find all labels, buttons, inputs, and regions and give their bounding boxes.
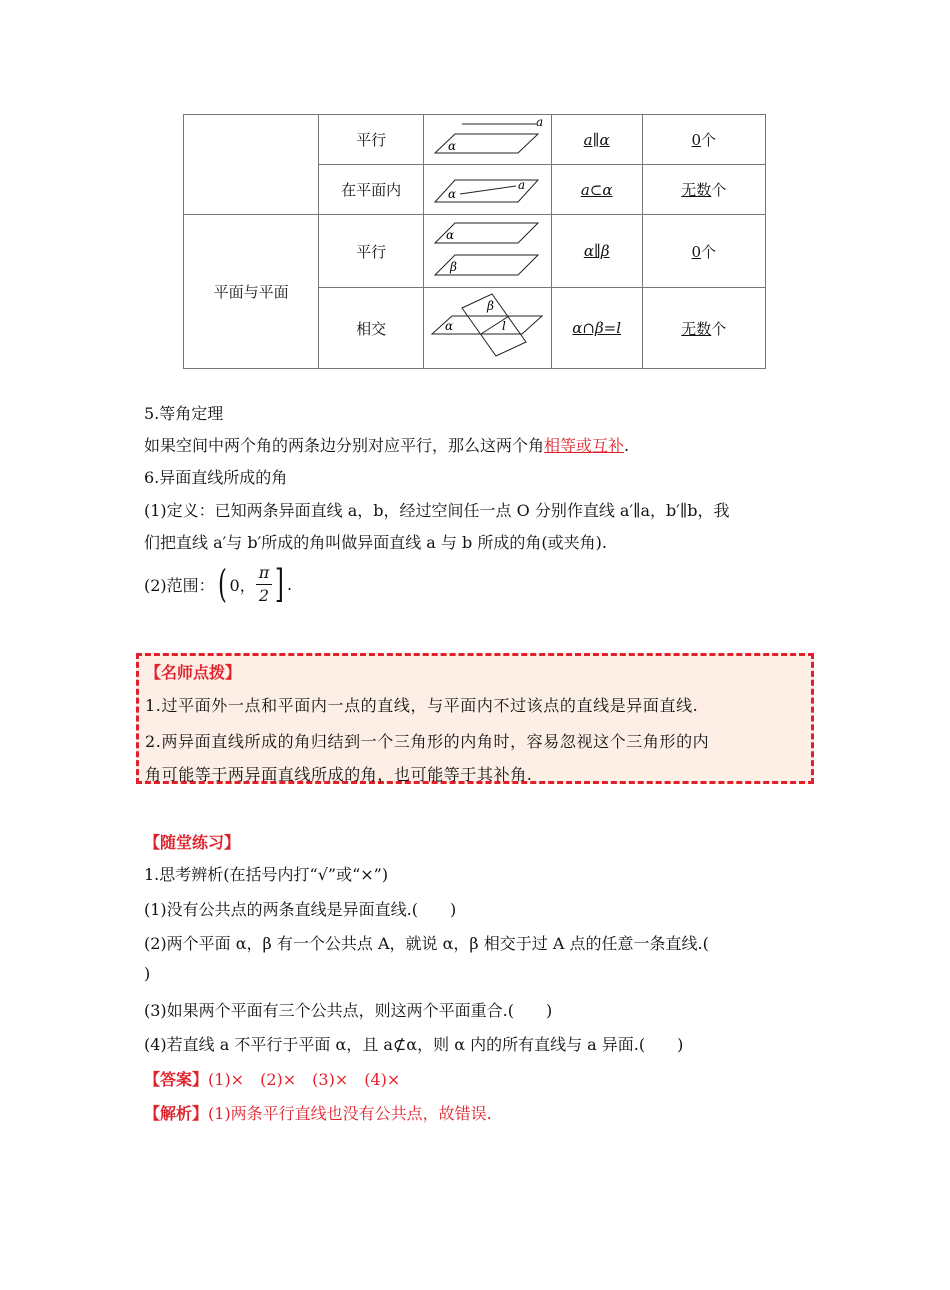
svg-text:α: α bbox=[445, 319, 454, 333]
left-paren: ( bbox=[217, 562, 227, 606]
diagram-cell bbox=[423, 115, 551, 165]
relation-cell: 在平面内 bbox=[319, 165, 424, 215]
relation-cell: 平行 bbox=[319, 215, 424, 288]
intersecting-planes-icon bbox=[429, 288, 545, 364]
question-intro: 1.思考辨析(在括号内打“√”或“×”) bbox=[144, 865, 389, 884]
svg-text:α: α bbox=[446, 228, 455, 242]
definition-line-2: 们把直线 a′与 b′所成的角叫做异面直线 a 与 b 所成的角(或夹角). bbox=[144, 533, 607, 552]
question-3: (3)如果两个平面有三个公共点，则这两个平面重合.( ) bbox=[144, 1001, 553, 1020]
notation-cell: α∥β bbox=[551, 215, 642, 288]
count-cell: 0个 bbox=[642, 215, 765, 288]
svg-text:a: a bbox=[536, 114, 544, 129]
notation-cell: α∩β=l bbox=[551, 288, 642, 369]
teacher-tip-box bbox=[136, 653, 814, 784]
line-in-plane-icon bbox=[432, 168, 542, 208]
section-5-title: 5.等角定理 bbox=[144, 404, 224, 423]
spatial-relations-table bbox=[183, 114, 766, 369]
section-5-body: 如果空间中两个角的两条边分别对应平行，那么这两个角相等或互补. bbox=[144, 436, 630, 455]
diagram-cell bbox=[423, 288, 551, 369]
svg-text:l: l bbox=[502, 319, 507, 333]
tip-heading: 【名师点拨】 bbox=[145, 663, 242, 682]
svg-text:α: α bbox=[448, 138, 457, 153]
line-above-plane-icon bbox=[432, 114, 544, 159]
notation-cell: a∥α bbox=[551, 115, 642, 165]
pi-over-2-fraction: $\frac{\pi}{2}$ bbox=[256, 562, 273, 607]
section-6-title: 6.异面直线所成的角 bbox=[144, 468, 288, 487]
tip-line-2: 2.两异面直线所成的角归结到一个三角形的内角时，容易忽视这个三角形的内 bbox=[145, 732, 710, 751]
notation-cell: a⊂α bbox=[551, 165, 642, 215]
range-line: (2)范围： ( 0， $\frac{\pi}{2}$ ] . bbox=[144, 562, 293, 606]
diagram-cell bbox=[423, 215, 551, 288]
tip-line-1: 1.过平面外一点和平面内一点的直线，与平面内不过该点的直线是异面直线. bbox=[145, 696, 699, 715]
svg-text:β: β bbox=[487, 299, 495, 313]
parallel-planes-icon bbox=[432, 217, 542, 281]
count-cell: 无数个 bbox=[642, 165, 765, 215]
count-cell: 0个 bbox=[642, 115, 765, 165]
question-2-paren: ) bbox=[144, 964, 151, 983]
question-4: (4)若直线 a 不平行于平面 α，且 a⊄α，则 α 内的所有直线与 a 异面.( ) bbox=[144, 1035, 684, 1054]
right-bracket: ] bbox=[275, 562, 285, 606]
question-2: (2)两个平面 α，β 有一个公共点 A，就说 α，β 相交于过 A 点的任意一条直线.( bbox=[144, 934, 709, 953]
tip-line-3: 角可能等于两异面直线所成的角，也可能等于其补角. bbox=[145, 765, 533, 784]
relation-cell: 相交 bbox=[319, 288, 424, 369]
diagram-cell bbox=[423, 165, 551, 215]
analysis-line: 【解析】(1)两条平行直线也没有公共点，故错误. bbox=[144, 1104, 492, 1123]
svg-text:β: β bbox=[450, 260, 458, 274]
relation-cell: 平行 bbox=[319, 115, 424, 165]
practice-heading: 【随堂练习】 bbox=[144, 833, 241, 852]
answer-line: 【答案】(1)× (2)× (3)× (4)× bbox=[144, 1070, 401, 1089]
svg-text:α: α bbox=[448, 186, 457, 201]
table-group-cell-empty bbox=[184, 115, 319, 215]
group-label-plane-plane: 平面与平面 bbox=[184, 215, 319, 369]
question-1: (1)没有公共点的两条直线是异面直线.( ) bbox=[144, 900, 457, 919]
answer-fill-blank: 相等或互补 bbox=[544, 436, 625, 455]
svg-text:a: a bbox=[518, 177, 526, 192]
count-cell: 无数个 bbox=[642, 288, 765, 369]
definition-line-1: (1)定义：已知两条异面直线 a，b，经过空间任一点 O 分别作直线 a′∥a，b′∥b，我 bbox=[144, 501, 730, 520]
